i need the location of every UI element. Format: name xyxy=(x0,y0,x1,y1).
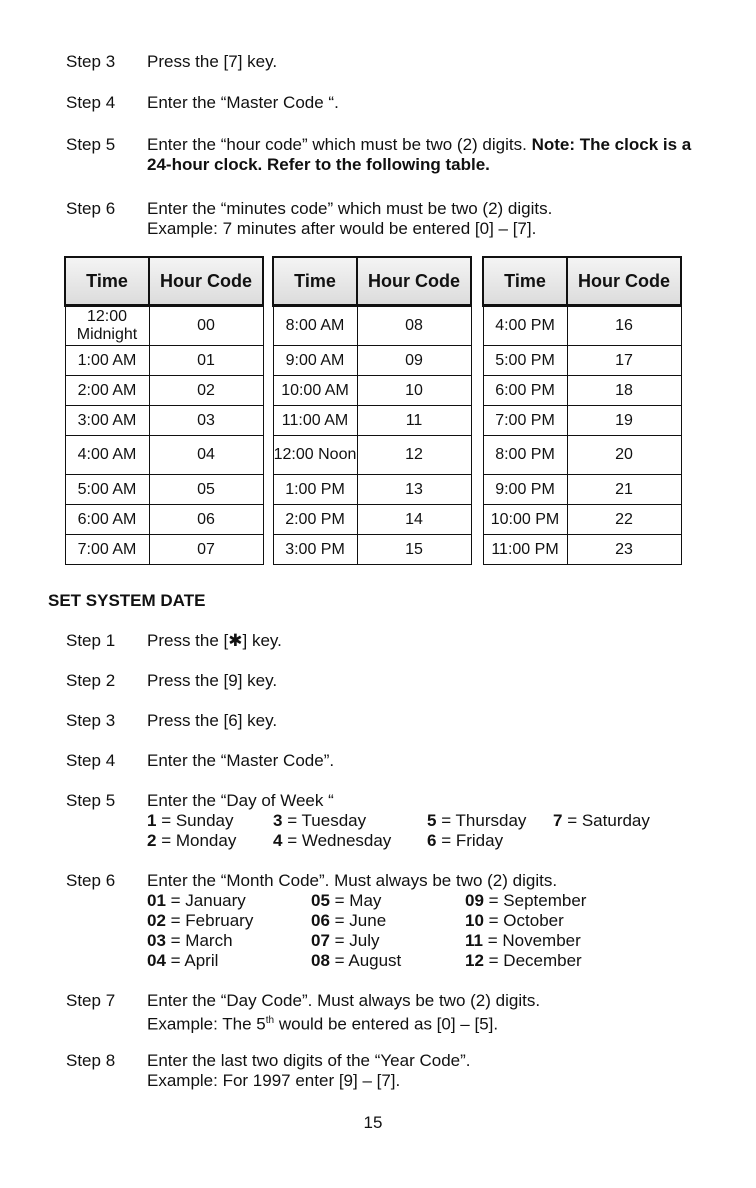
month-code-text: Enter the “Month Code”. Must always be two (2) digits. xyxy=(147,871,558,890)
day-item: 5 = Thursday xyxy=(427,811,527,830)
month-item: 05 = May xyxy=(311,891,382,910)
month-item: 11 = November xyxy=(465,931,581,950)
cell-time: 6:00 PM xyxy=(483,376,567,406)
day-item: 3 = Tuesday xyxy=(273,811,367,830)
header-time: Time xyxy=(273,257,357,306)
cell-time: 12:00 Midnight xyxy=(65,306,149,346)
month-item: 08 = August xyxy=(311,951,402,970)
cell-time: 11:00 AM xyxy=(273,406,357,436)
header-hour-code: Hour Code xyxy=(357,257,471,306)
cell-code: 20 xyxy=(567,436,681,475)
step-6-example: Example: 7 minutes after would be entered [0] – [7]. xyxy=(147,219,537,238)
cell-code: 10 xyxy=(357,376,471,406)
month-item: 03 = March xyxy=(147,931,233,950)
cell-time: 5:00 AM xyxy=(65,475,149,505)
cell-code: 05 xyxy=(149,475,263,505)
day-item: 7 = Saturday xyxy=(553,811,650,830)
cell-code: 11 xyxy=(357,406,471,436)
day-item: 1 = Sunday xyxy=(147,811,234,830)
day-of-week-text: Enter the “Day of Week “ xyxy=(147,791,334,810)
day-list xyxy=(147,811,707,851)
step-5-text: Enter the “hour code” which must be two (2) digits. xyxy=(147,135,527,154)
cell-code: 16 xyxy=(567,306,681,346)
cell-time: 4:00 PM xyxy=(483,306,567,346)
hour-table-2 xyxy=(272,256,472,565)
month-item: 12 = December xyxy=(465,951,582,970)
cell-time: 3:00 PM xyxy=(273,535,357,565)
cell-time: 8:00 PM xyxy=(483,436,567,475)
cell-code: 01 xyxy=(149,346,263,376)
day-code-example: Example: The 5th would be entered as [0] – [5]. xyxy=(147,1014,499,1034)
day-code-text: Enter the “Day Code”. Must always be two (2) digits. xyxy=(147,991,541,1010)
cell-time: 7:00 PM xyxy=(483,406,567,436)
header-time: Time xyxy=(65,257,149,306)
month-item: 10 = October xyxy=(465,911,564,930)
cell-time: 7:00 AM xyxy=(65,535,149,565)
clock-note: Note: The clock is a 24-hour clock. Refer to the following table. xyxy=(147,135,692,174)
cell-code: 03 xyxy=(149,406,263,436)
cell-time: 4:00 AM xyxy=(65,436,149,475)
header-hour-code: Hour Code xyxy=(567,257,681,306)
cell-time: 2:00 PM xyxy=(273,505,357,535)
cell-code: 22 xyxy=(567,505,681,535)
cell-code: 14 xyxy=(357,505,471,535)
month-item: 04 = April xyxy=(147,951,219,970)
cell-code: 08 xyxy=(357,306,471,346)
cell-time: 9:00 PM xyxy=(483,475,567,505)
month-list xyxy=(147,891,707,971)
month-item: 01 = January xyxy=(147,891,246,910)
cell-time: 10:00 PM xyxy=(483,505,567,535)
cell-code: 07 xyxy=(149,535,263,565)
cell-time: 3:00 AM xyxy=(65,406,149,436)
cell-time: 11:00 PM xyxy=(483,535,567,565)
cell-time: 1:00 PM xyxy=(273,475,357,505)
cell-code: 06 xyxy=(149,505,263,535)
cell-code: 12 xyxy=(357,436,471,475)
cell-code: 23 xyxy=(567,535,681,565)
section-heading: SET SYSTEM DATE xyxy=(48,591,206,610)
year-code-text: Enter the last two digits of the “Year Code”. xyxy=(147,1051,471,1070)
step-6-text: Enter the “minutes code” which must be two (2) digits. xyxy=(147,199,553,218)
header-hour-code: Hour Code xyxy=(149,257,263,306)
hour-table-1 xyxy=(64,256,264,565)
hour-table-3 xyxy=(482,256,682,565)
cell-time: 12:00 Noon xyxy=(273,436,357,475)
cell-code: 15 xyxy=(357,535,471,565)
cell-code: 00 xyxy=(149,306,263,346)
cell-code: 18 xyxy=(567,376,681,406)
cell-time: 10:00 AM xyxy=(273,376,357,406)
day-item: 6 = Friday xyxy=(427,831,504,850)
cell-code: 02 xyxy=(149,376,263,406)
month-item: 07 = July xyxy=(311,931,380,950)
month-item: 02 = February xyxy=(147,911,254,930)
year-code-example: Example: For 1997 enter [9] – [7]. xyxy=(147,1071,401,1090)
day-item: 2 = Monday xyxy=(147,831,237,850)
cell-time: 6:00 AM xyxy=(65,505,149,535)
cell-code: 17 xyxy=(567,346,681,376)
cell-time: 9:00 AM xyxy=(273,346,357,376)
cell-time: 5:00 PM xyxy=(483,346,567,376)
cell-code: 09 xyxy=(357,346,471,376)
cell-code: 21 xyxy=(567,475,681,505)
month-item: 06 = June xyxy=(311,911,387,930)
cell-time: 2:00 AM xyxy=(65,376,149,406)
month-item: 09 = September xyxy=(465,891,587,910)
cell-time: 1:00 AM xyxy=(65,346,149,376)
header-time: Time xyxy=(483,257,567,306)
day-item: 4 = Wednesday xyxy=(273,831,392,850)
cell-code: 13 xyxy=(357,475,471,505)
cell-time: 8:00 AM xyxy=(273,306,357,346)
cell-code: 19 xyxy=(567,406,681,436)
page-number: 15 xyxy=(363,1113,383,1132)
cell-code: 04 xyxy=(149,436,263,475)
